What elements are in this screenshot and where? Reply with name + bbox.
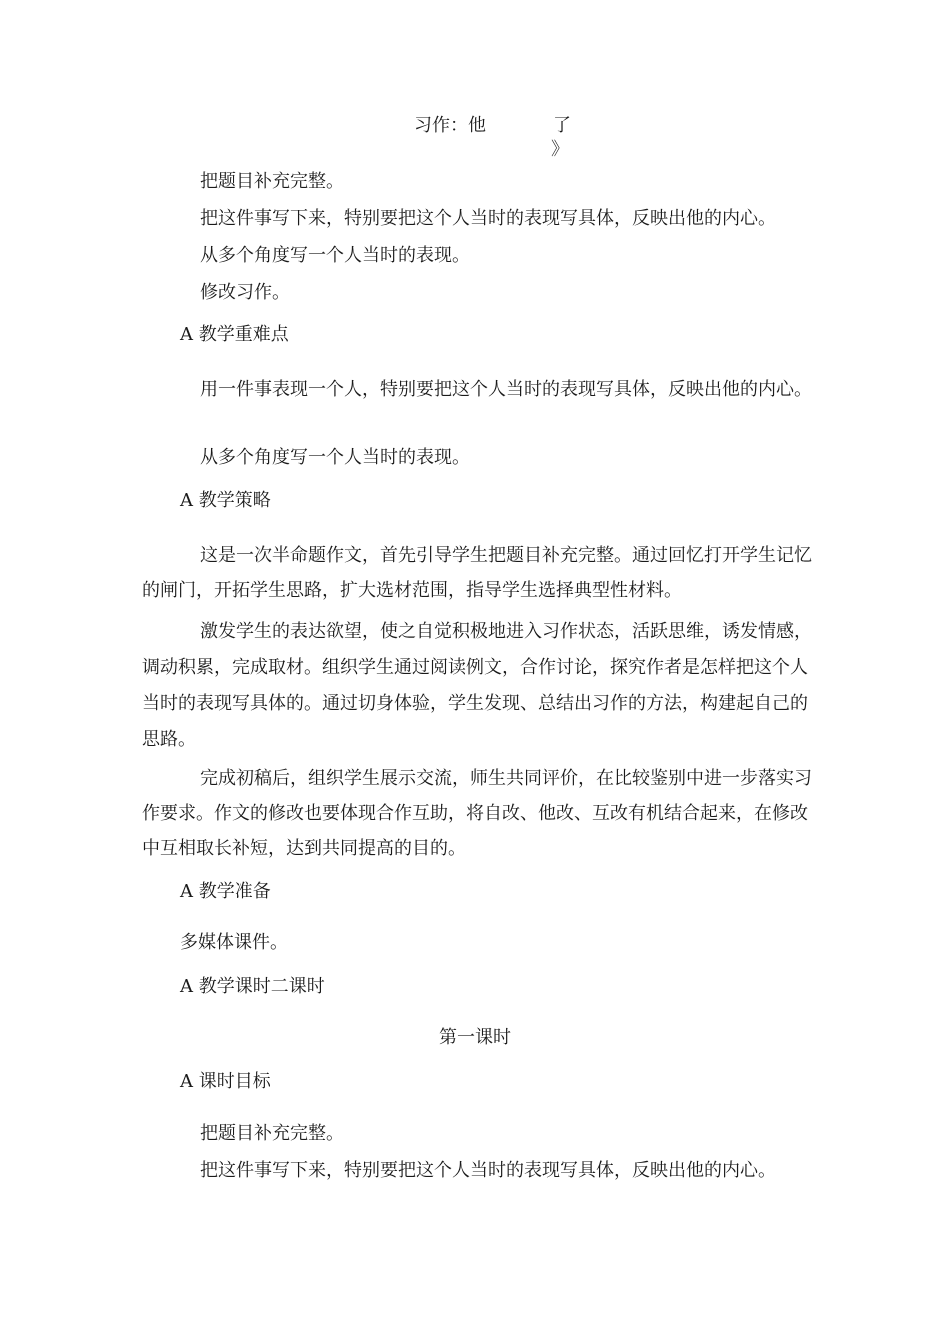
objective-item: 把题目补充完整。	[200, 171, 344, 192]
objective-item: 把这件事写下来，特别要把这个人当时的表现写具体，反映出他的内心。	[200, 208, 776, 229]
title-bracket: 》	[551, 139, 569, 160]
section-heading-lesson-objectives: A 课时目标	[180, 1071, 271, 1092]
strategy-paragraph: 完成初稿后，组织学生展示交流，师生共同评价，在比较鉴别中进一步落实习作要求。作文的修改也要体现合作互助，将自改、他改、互改有机结合起来，在修改中互相取长补短，达到共同提高的目的。	[142, 768, 812, 859]
lesson-objective-item: 把这件事写下来，特别要把这个人当时的表现写具体，反映出他的内心。	[200, 1160, 776, 1181]
lesson-objective-item: 把题目补充完整。	[200, 1123, 344, 1144]
title-prefix: 习作：他	[414, 115, 486, 136]
objective-item: 修改习作。	[200, 282, 290, 303]
lesson-heading: 第一课时	[439, 1027, 511, 1048]
strategy-paragraph: 激发学生的表达欲望，使之自觉积极地进入习作状态，活跃思维，诱发情感，调动积累，完成取材。组织学生通过阅读例文，合作讨论，探究作者是怎样把这个人当时的表现写具体的。通过切身体验，学生发现、总结出习作的方法，构建起自己的思路。	[142, 621, 812, 750]
section-heading-preparation: A 教学准备	[180, 881, 271, 902]
title-suffix: 了	[553, 115, 571, 136]
key-point-item: 从多个角度写一个人当时的表现。	[200, 447, 470, 468]
section-heading-strategy: A 教学策略	[180, 490, 271, 511]
strategy-paragraph: 这是一次半命题作文，首先引导学生把题目补充完整。通过回忆打开学生记忆的闸门，开拓学生思路，扩大选材范围，指导学生选择典型性材料。	[142, 545, 812, 601]
objective-item: 从多个角度写一个人当时的表现。	[200, 245, 470, 266]
section-heading-key-points: A 教学重难点	[180, 324, 289, 345]
preparation-content: 多媒体课件。	[180, 932, 288, 953]
section-heading-periods: A 教学课时二课时	[180, 976, 325, 997]
key-point-item: 用一件事表现一个人，特别要把这个人当时的表现写具体，反映出他的内心。	[200, 379, 812, 400]
